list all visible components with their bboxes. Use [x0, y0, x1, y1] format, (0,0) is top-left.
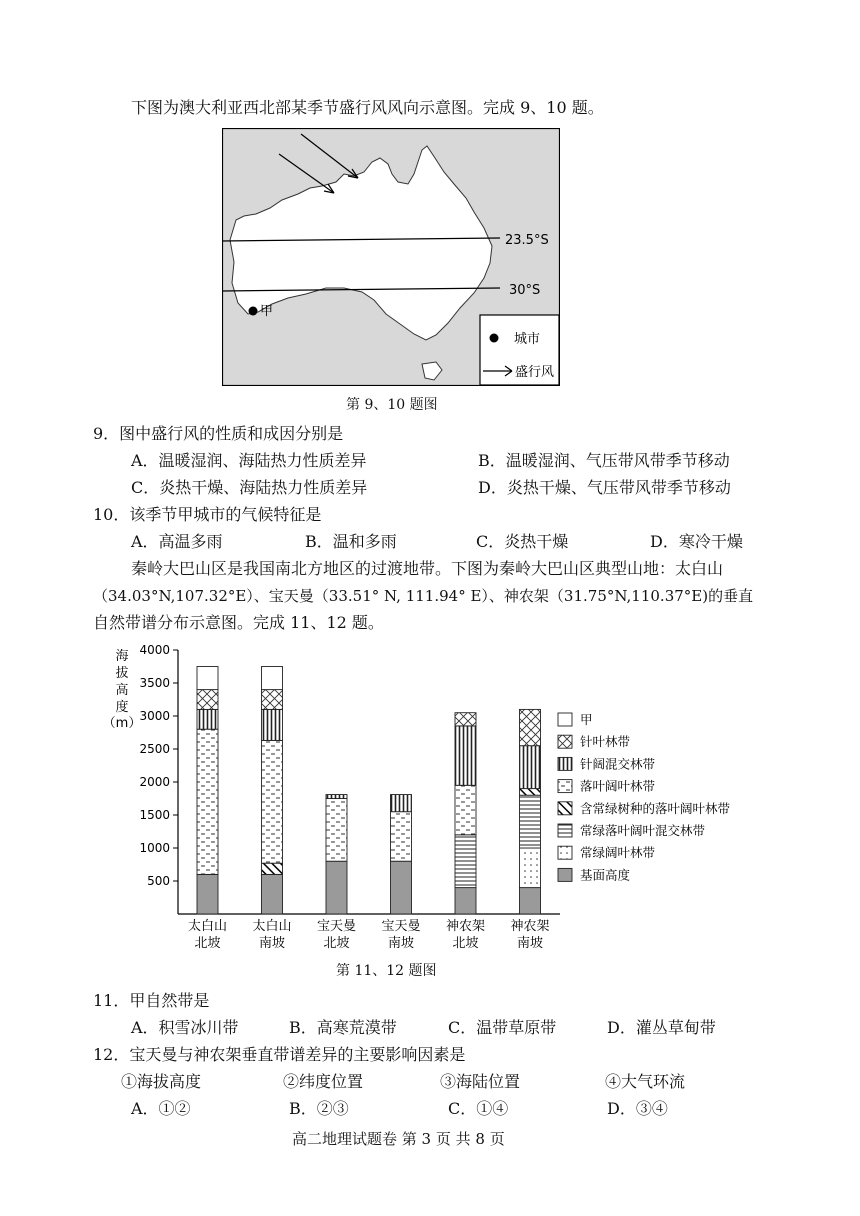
- bar-segment: [197, 729, 218, 874]
- bar-segment: [262, 690, 283, 710]
- y-axis-label-char: 海: [115, 649, 129, 664]
- bar-segment: [326, 861, 347, 914]
- q11-option-d[interactable]: D．灌丛草甸带: [607, 1018, 716, 1037]
- y-tick-label: 4000: [139, 643, 170, 657]
- australia-wind-map: [222, 128, 560, 386]
- q12-option-b[interactable]: B．②③: [289, 1099, 349, 1118]
- legend-swatch: [558, 735, 572, 748]
- bar-segment: [262, 667, 283, 690]
- q9-option-c[interactable]: C．炎热干燥、海陆热力性质差异: [131, 478, 368, 497]
- bar-segment: [520, 795, 541, 848]
- legend-swatch: [558, 824, 572, 837]
- q12-item-1: ①海拔高度: [121, 1072, 202, 1091]
- q10-option-b[interactable]: B．温和多雨: [305, 532, 397, 551]
- city-jia-label: 甲: [260, 304, 274, 319]
- legend-city-dot: [490, 334, 499, 343]
- x-category-label: 太白山: [252, 919, 292, 934]
- legend-label: 含常绿树种的落叶阔叶林带: [580, 800, 731, 816]
- bar-segment: [520, 888, 541, 914]
- q10-option-c[interactable]: C．炎热干燥: [476, 532, 569, 551]
- legend-label: 针叶林带: [580, 734, 631, 750]
- bar-segment: [455, 785, 476, 835]
- q9-option-b[interactable]: B．温暖湿润、气压带风带季节移动: [478, 451, 730, 470]
- legend-label: 甲: [580, 712, 593, 727]
- y-axis-label-char: 高: [115, 683, 129, 698]
- x-category-label: 北坡: [452, 936, 479, 951]
- chart-caption: 第 11、12 题图: [336, 963, 437, 979]
- x-category-label: 太白山: [187, 919, 228, 934]
- y-axis-unit: （m）: [102, 716, 142, 731]
- q12-item-4: ④大气环流: [605, 1072, 686, 1091]
- bar-segment: [455, 835, 476, 888]
- q12-option-a[interactable]: A．①②: [131, 1099, 191, 1118]
- bar-segment: [455, 726, 476, 785]
- q11-option-a[interactable]: A．积雪冰川带: [131, 1018, 239, 1037]
- legend-label: 常绿阔叶林带: [580, 845, 656, 861]
- q12-stem: 12．宝天曼与神农架垂直带谱差异的主要影响因素是: [93, 1045, 466, 1064]
- legend-label: 落叶阔叶林带: [580, 778, 656, 794]
- intro-text-2-line3: 自然带谱分布示意图。完成 11、12 题。: [93, 613, 384, 632]
- x-category-label: 南坡: [258, 936, 286, 951]
- intro-text-2-line1: 秦岭大巴山区是我国南北方地区的过渡地带。下图为秦岭大巴山区典型山地：太白山: [131, 559, 724, 578]
- bar-segment: [326, 795, 347, 799]
- q12-option-d[interactable]: D．③④: [607, 1099, 668, 1118]
- bar-segment: [262, 874, 283, 914]
- legend-city-label: 城市: [514, 332, 541, 347]
- q10-option-a[interactable]: A．高温多雨: [131, 532, 223, 551]
- q9-option-d[interactable]: D．炎热干燥、气压带风带季节移动: [478, 478, 731, 497]
- legend-swatch: [558, 780, 572, 793]
- bar-segment: [262, 863, 283, 874]
- q11-option-c[interactable]: C．温带草原带: [448, 1018, 557, 1037]
- y-tick-label: 3000: [139, 709, 170, 723]
- x-category-label: 宝天曼: [316, 919, 357, 934]
- bar-segment: [197, 690, 218, 710]
- legend-swatch: [558, 802, 572, 815]
- legend-label: 针阔混交林带: [580, 756, 656, 772]
- bar-segment: [197, 874, 218, 914]
- bar-segment: [262, 740, 283, 863]
- bar-segment: [391, 861, 412, 914]
- x-category-label: 神农架: [445, 919, 486, 934]
- bar-segment: [326, 799, 347, 862]
- bar-segment: [197, 667, 218, 690]
- bar-segment: [197, 709, 218, 729]
- legend-swatch: [558, 868, 572, 881]
- x-category-label: 南坡: [387, 936, 415, 951]
- bar-segment: [520, 746, 541, 789]
- y-tick-label: 1000: [139, 841, 170, 855]
- page-footer: 高二地理试题卷 第 3 页 共 8 页: [292, 1130, 505, 1148]
- map-caption: 第 9、10 题图: [346, 397, 438, 413]
- y-tick-label: 3500: [139, 676, 170, 690]
- bar-segment: [520, 709, 541, 745]
- y-tick-label: 1500: [139, 808, 170, 822]
- y-tick-label: 2500: [139, 742, 170, 756]
- bar-segment: [455, 713, 476, 726]
- x-category-label: 神农架: [510, 919, 550, 934]
- q12-item-2: ②纬度位置: [283, 1072, 364, 1091]
- x-category-label: 南坡: [516, 936, 544, 951]
- q9-stem: 9．图中盛行风的性质和成因分别是: [93, 424, 344, 443]
- bar-segment: [520, 789, 541, 796]
- legend-label: 基面高度: [580, 867, 631, 883]
- q11-stem: 11．甲自然带是: [93, 991, 210, 1010]
- q12-item-3: ③海陆位置: [440, 1072, 521, 1091]
- q10-option-d[interactable]: D．寒冷干燥: [650, 532, 743, 551]
- q11-option-b[interactable]: B．高寒荒漠带: [289, 1018, 397, 1037]
- vertical-zone-chart: [90, 640, 770, 955]
- q9-option-a[interactable]: A．温暖湿润、海陆热力性质差异: [131, 451, 367, 470]
- legend-swatch: [558, 846, 572, 859]
- bar-segment: [262, 709, 283, 740]
- y-tick-label: 500: [147, 874, 170, 888]
- intro-text-2-line2: （34.03°N,107.32°E）、宝天曼（33.51° N, 111.94° E）、神农架（31.75°N,110.37°E)的垂直: [93, 587, 754, 605]
- y-tick-label: 2000: [139, 775, 170, 789]
- legend-wind-label: 盛行风: [515, 365, 555, 380]
- legend-swatch: [558, 757, 572, 770]
- x-category-label: 宝天曼: [381, 919, 421, 934]
- bar-segment: [520, 848, 541, 888]
- bar-segment: [455, 888, 476, 914]
- x-category-label: 北坡: [323, 936, 350, 951]
- city-jia-dot: [249, 307, 258, 316]
- bar-segment: [391, 812, 412, 862]
- y-axis-label-char: 度: [115, 700, 129, 715]
- q10-stem: 10．该季节甲城市的气候特征是: [93, 505, 322, 524]
- intro-text-1: 下图为澳大利亚西北部某季节盛行风风向示意图。完成 9、10 题。: [131, 98, 604, 117]
- lat-label-23-5: 23.5°S: [505, 233, 549, 248]
- legend-swatch: [558, 713, 572, 726]
- legend-label: 常绿落叶阔叶混交林带: [580, 823, 706, 838]
- bar-segment: [391, 795, 412, 812]
- q12-option-c[interactable]: C．①④: [448, 1099, 509, 1118]
- x-category-label: 北坡: [194, 936, 221, 951]
- lat-label-30: 30°S: [509, 283, 541, 298]
- y-axis-label-char: 拔: [115, 666, 129, 681]
